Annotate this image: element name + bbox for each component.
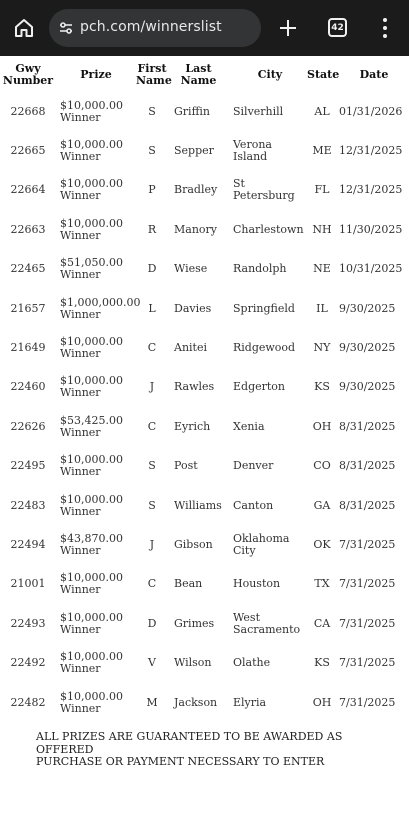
prize-cell <box>56 486 136 525</box>
disclaimer-line-2: PURCHASE OR PAYMENT NECESSARY TO ENTER <box>36 755 325 768</box>
prize-label: Winner <box>60 268 101 282</box>
prize-label: Winner <box>60 110 101 124</box>
prize-amount: $10,000.00 <box>60 453 123 467</box>
prize-cell <box>56 289 141 328</box>
first-name-cell: V <box>148 656 156 670</box>
gwy-number-cell: 21649 <box>10 341 46 355</box>
tab-switcher-icon[interactable] <box>328 18 347 37</box>
state-cell: IL <box>316 301 328 315</box>
header-gwy-number: Gwy Number <box>2 62 54 87</box>
last-name-cell: Wiese <box>174 262 208 276</box>
gwy-number-cell: 22492 <box>10 656 46 670</box>
date-cell: 7/31/2025 <box>339 537 396 551</box>
prize-label: Winner <box>60 386 101 400</box>
prize-amount: $10,000.00 <box>60 216 123 230</box>
first-name-cell: R <box>147 222 157 236</box>
address-bar[interactable] <box>49 9 261 47</box>
city-cell: Edgerton <box>233 380 286 394</box>
more-vert-icon[interactable] <box>380 16 390 40</box>
last-name-cell: Sepper <box>174 144 214 158</box>
prize-amount: $10,000.00 <box>60 689 123 703</box>
last-name-cell: Manory <box>174 222 218 236</box>
prize-label: Winner <box>60 543 101 557</box>
table-row <box>0 131 409 170</box>
date-cell: 8/31/2025 <box>339 459 396 473</box>
prize-amount: $53,425.00 <box>60 413 123 427</box>
table-row <box>0 368 409 407</box>
prize-amount: $10,000.00 <box>60 138 123 152</box>
first-name-cell: J <box>149 380 155 394</box>
table-header <box>0 58 409 92</box>
prize-amount: $10,000.00 <box>60 650 123 664</box>
prize-amount: $10,000.00 <box>60 571 123 585</box>
city-cell: Canton <box>233 498 274 512</box>
date-cell: 10/31/2025 <box>339 262 403 276</box>
header-state: State <box>307 68 340 81</box>
date-cell: 7/31/2025 <box>339 695 396 709</box>
table-row <box>0 210 409 249</box>
table-row <box>0 171 409 210</box>
prize-label: Winner <box>60 347 101 361</box>
state-cell: NH <box>312 222 332 236</box>
winners-table <box>0 58 409 722</box>
prize-label: Winner <box>60 465 101 479</box>
prize-cell <box>56 368 136 407</box>
prize-cell <box>56 250 136 289</box>
prize-amount: $10,000.00 <box>60 98 123 112</box>
disclaimer-line-1: ALL PRIZES ARE GUARANTEED TO BE AWARDED AS OFFERED <box>36 730 343 756</box>
state-cell: CA <box>313 616 331 630</box>
city-cell: Olathe <box>233 656 271 670</box>
date-cell: 8/31/2025 <box>339 419 396 433</box>
prize-label: Winner <box>60 307 101 321</box>
gwy-number-cell: 22494 <box>10 537 46 551</box>
prize-cell <box>56 525 136 564</box>
prize-cell <box>56 210 136 249</box>
first-name-cell: S <box>148 459 156 473</box>
last-name-cell: Rawles <box>174 380 215 394</box>
table-row <box>0 604 409 643</box>
prize-amount: $10,000.00 <box>60 177 123 191</box>
prize-cell <box>56 171 136 210</box>
gwy-number-cell: 22668 <box>10 104 46 118</box>
first-name-cell: S <box>148 498 156 512</box>
gwy-number-cell: 21001 <box>10 577 46 591</box>
tab-count: 42 <box>331 22 344 33</box>
site-settings-icon[interactable] <box>58 20 74 36</box>
date-cell: 7/31/2025 <box>339 656 396 670</box>
gwy-number-cell: 22626 <box>10 419 46 433</box>
header-last-name: Last Name <box>180 62 217 87</box>
url-text[interactable]: pch.com/winnerslist <box>80 19 222 35</box>
table-row <box>0 289 409 328</box>
last-name-cell: Post <box>174 459 198 473</box>
city-cell: Randolph <box>233 262 287 276</box>
prize-amount: $10,000.00 <box>60 610 123 624</box>
table-row <box>0 328 409 367</box>
table-row <box>0 92 409 131</box>
prize-label: Winner <box>60 622 101 636</box>
first-name-cell: P <box>148 183 156 197</box>
header-city: City <box>257 68 283 81</box>
table-row <box>0 250 409 289</box>
prize-cell <box>56 92 136 131</box>
prize-label: Winner <box>60 662 101 676</box>
gwy-number-cell: 22460 <box>10 380 46 394</box>
header-prize: Prize <box>80 68 112 81</box>
prize-cell <box>56 131 136 170</box>
plus-icon[interactable] <box>276 16 300 40</box>
prize-label: Winner <box>60 425 101 439</box>
gwy-number-cell: 22465 <box>10 262 46 276</box>
prize-cell <box>56 683 136 722</box>
state-cell: OH <box>312 419 332 433</box>
last-name-cell: Wilson <box>174 656 212 670</box>
state-cell: ME <box>312 144 332 158</box>
gwy-number-cell: 22664 <box>10 183 46 197</box>
date-cell: 01/31/2026 <box>339 104 403 118</box>
state-cell: NY <box>313 341 331 355</box>
state-cell: OH <box>312 695 332 709</box>
gwy-number-cell: 21657 <box>10 301 46 315</box>
prize-cell <box>56 328 136 367</box>
home-icon[interactable] <box>12 16 36 40</box>
table-row <box>0 525 409 564</box>
prize-amount: $10,000.00 <box>60 492 123 506</box>
first-name-cell: M <box>146 695 158 709</box>
prize-cell <box>56 604 136 643</box>
state-cell: FL <box>314 183 330 197</box>
first-name-cell: L <box>148 301 156 315</box>
table-body <box>0 92 409 722</box>
date-cell: 12/31/2025 <box>339 144 403 158</box>
prize-label: Winner <box>60 583 101 597</box>
state-cell: TX <box>314 577 330 591</box>
prize-cell <box>56 565 136 604</box>
prize-label: Winner <box>60 701 101 715</box>
gwy-number-cell: 22663 <box>10 222 46 236</box>
prize-amount: $43,870.00 <box>60 531 123 545</box>
first-name-cell: D <box>147 262 157 276</box>
header-first-name: First Name <box>136 62 172 87</box>
first-name-cell: C <box>147 577 157 591</box>
city-cell: Denver <box>233 459 274 473</box>
prize-amount: $1,000,000.00 <box>60 295 141 309</box>
last-name-cell: Jackson <box>174 695 218 709</box>
city-cell: Ridgewood <box>233 341 296 355</box>
first-name-cell: D <box>147 616 157 630</box>
date-cell: 9/30/2025 <box>339 301 396 315</box>
disclaimer <box>36 731 396 769</box>
last-name-cell: Eyrich <box>174 419 211 433</box>
prize-label: Winner <box>60 228 101 242</box>
date-cell: 11/30/2025 <box>339 222 403 236</box>
city-cell: Xenia <box>233 419 265 433</box>
state-cell: CO <box>313 459 331 473</box>
table-row <box>0 486 409 525</box>
last-name-cell: Davies <box>174 301 212 315</box>
first-name-cell: J <box>149 537 155 551</box>
date-cell: 8/31/2025 <box>339 498 396 512</box>
gwy-number-cell: 22495 <box>10 459 46 473</box>
gwy-number-cell: 22665 <box>10 144 46 158</box>
browser-toolbar <box>0 0 409 56</box>
prize-cell <box>56 643 136 682</box>
prize-amount: $10,000.00 <box>60 335 123 349</box>
prize-label: Winner <box>60 189 101 203</box>
city-cell: Springfield <box>233 301 295 315</box>
date-cell: 9/30/2025 <box>339 341 396 355</box>
prize-cell <box>56 447 136 486</box>
state-cell: NE <box>313 262 331 276</box>
last-name-cell: Bean <box>174 577 203 591</box>
city-cell: Silverhill <box>233 104 284 118</box>
last-name-cell: Williams <box>174 498 222 512</box>
state-cell: KS <box>314 380 330 394</box>
gwy-number-cell: 22482 <box>10 695 46 709</box>
first-name-cell: S <box>148 144 156 158</box>
last-name-cell: Griffin <box>174 104 210 118</box>
gwy-number-cell: 22493 <box>10 616 46 630</box>
city-cell: West Sacramento <box>233 610 301 636</box>
prize-label: Winner <box>60 150 101 164</box>
city-cell: St Petersburg <box>233 177 295 203</box>
last-name-cell: Bradley <box>174 183 218 197</box>
date-cell: 12/31/2025 <box>339 183 403 197</box>
first-name-cell: C <box>147 419 157 433</box>
date-cell: 9/30/2025 <box>339 380 396 394</box>
last-name-cell: Grimes <box>174 616 215 630</box>
date-cell: 7/31/2025 <box>339 616 396 630</box>
prize-amount: $10,000.00 <box>60 374 123 388</box>
gwy-number-cell: 22483 <box>10 498 46 512</box>
prize-cell <box>56 407 136 446</box>
prize-amount: $51,050.00 <box>60 256 123 270</box>
first-name-cell: S <box>148 104 156 118</box>
city-cell: Verona Island <box>233 138 272 164</box>
state-cell: KS <box>314 656 330 670</box>
city-cell: Elyria <box>233 695 267 709</box>
last-name-cell: Gibson <box>174 537 213 551</box>
table-row <box>0 565 409 604</box>
table-row <box>0 683 409 722</box>
date-cell: 7/31/2025 <box>339 577 396 591</box>
city-cell: Charlestown <box>233 222 304 236</box>
city-cell: Oklahoma City <box>233 531 290 557</box>
first-name-cell: C <box>147 341 157 355</box>
table-row <box>0 643 409 682</box>
last-name-cell: Anitei <box>174 341 207 355</box>
state-cell: AL <box>314 104 330 118</box>
city-cell: Houston <box>233 577 281 591</box>
prize-label: Winner <box>60 504 101 518</box>
state-cell: OK <box>313 537 331 551</box>
table-row <box>0 447 409 486</box>
table-row <box>0 407 409 446</box>
state-cell: GA <box>313 498 331 512</box>
header-date: Date <box>359 68 389 81</box>
